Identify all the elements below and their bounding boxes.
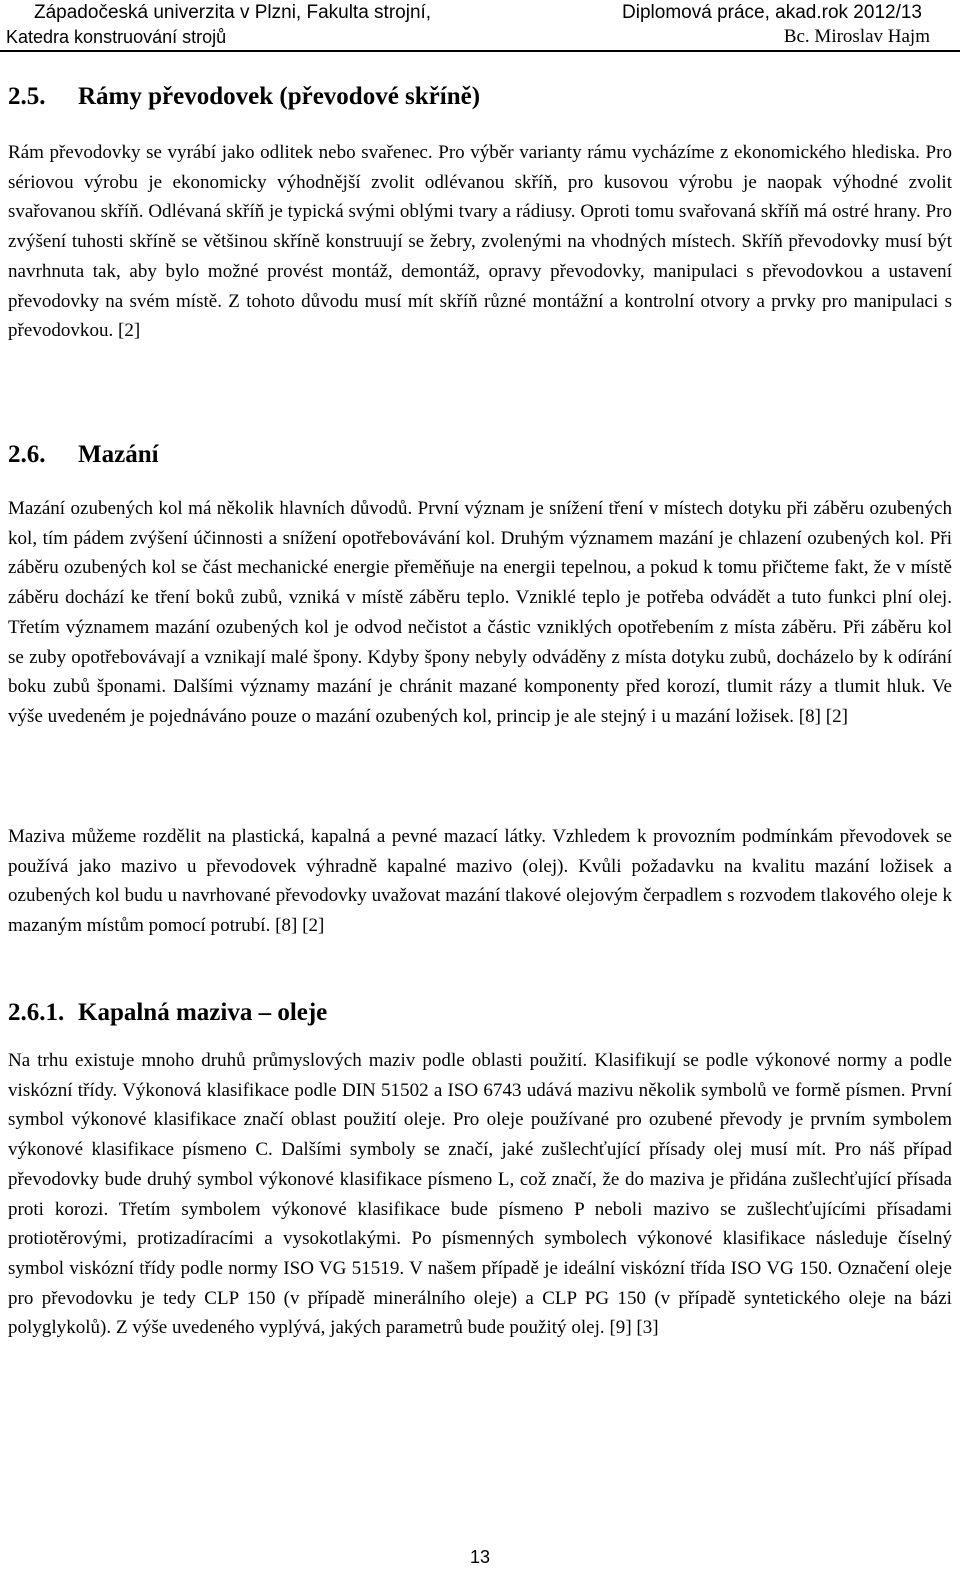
header-thesis: Diplomová práce, akad.rok 2012/13 [622,2,922,23]
section-2-6-number: 2.6. [8,441,46,468]
section-2-6-1-heading [8,998,952,1028]
section-2-6-heading [8,440,952,470]
section-2-6-title: Mazání [78,441,159,468]
header-department: Katedra konstruování strojů [6,27,227,47]
section-2-6 [8,440,952,470]
header-divider [0,50,960,52]
section-2-5-paragraph: Rám převodovky se vyrábí jako odlitek nebo svařenec. Pro výběr varianty rámu vycházíme z ekonomického hlediska. Pro sériovou výrobu je ekonomicky výhodnější zvolit odlévanou skříň, pro kusovou výrobu je naopak výhodné zvolit svařovanou skříň. Odlévaná skříň je typická svými oblými tvary a rádiusy. Oproti tomu svařovaná skříň má ostré hrany. Pro zvýšení tuhosti skříně se většinou skříně konstruují se žebry, zvolenými na vhodných místech. Skříň převodovky musí být navrhnuta tak, aby bylo možné provést montáž, demontáž, opravy převodovky, manipulaci s převodovkou a ustavení převodovky na svém místě. Z tohoto důvodu musí mít skříň různé montážní a kontrolní otvory a prvky pro manipulaci s převodovkou. [2] [8,142,952,342]
section-2-5-title: Rámy převodovek (převodové skříně) [78,83,481,110]
page-header [0,0,960,50]
section-2-6-1-paragraph: Na trhu existuje mnoho druhů průmyslových maziv podle oblasti použití. Klasifikují se podle výkonové normy a podle viskózní třídy. Výkonová klasifikace podle DIN 51502 a ISO 6743 udává mazivu několik symbolů ve formě písmen. První symbol výkonové klasifikace značí oblast použití oleje. Pro oleje používané pro ozubené převody je prvním symbolem výkonové klasifikace písmeno C. Dalšími symboly se značí, jaké zušlechťující přísady olej musí mít. Pro náš případ převodovky bude druhý symbol výkonové klasifikace písmeno L, což značí, že do maziva je přidána zušlechťující přísada proti korozi. Třetím symbolem výkonové klasifikace bude písmeno P neboli mazivo se zušlechťujícími přísadami protiotěrovými, protizadíracími a vysokotlakými. Po písmenných symbolech výkonové klasifikace následuje číselný symbol viskózní třídy podle normy ISO VG 51519. V našem případě je ideální viskózní třída ISO VG 150. Označení oleje pro převodovku je tedy CLP 150 (v případě minerálního oleje) a CLP PG 150 (v případě syntetického oleje na bázi polyglykolů). Z výše uvedeného vyplývá, jakých parametrů bude použitý olej. [9] [3] [8,1050,952,1339]
section-2-6-1 [8,998,952,1028]
page-number: 13 [469,1547,491,1567]
section-2-6-body-1 [8,494,952,732]
section-2-6-1-title: Kapalná maziva – oleje [78,999,328,1026]
header-author: Bc. Miroslav Hajm [783,26,930,47]
section-2-5-body [8,138,952,346]
section-2-6-paragraph-2: Maziva můžeme rozdělit na plastická, kapalná a pevné mazací látky. Vzhledem k provozním podmínkám převodovek se používá jako mazivo u převodovek výhradně kapalné mazivo (olej). Kvůli požadavku na kvalitu mazání ložisek a ozubených kol budu u navrhované převodovky uvažovat mazání tlakové olejovým čerpadlem s rozvodem tlakového oleje k mazaným místům pomocí potrubí. [8] [2] [8,826,952,937]
section-2-6-paragraph-1: Mazání ozubených kol má několik hlavních důvodů. První význam je snížení tření v místech dotyku při záběru ozubených kol, tím pádem zvýšení účinnosti a snížení opotřebovávání kol. Druhým významem mazání je chlazení ozubených kol. Při záběru ozubených kol se část mechanické energie přeměňuje na energii tepelnou, a pokud k tomu přičteme fakt, že v místě záběru dochází ke tření boků zubů, vzniká v místě záběru teplo. Vzniklé teplo je potřeba odvádět a tuto funkci plní olej. Třetím významem mazání ozubených kol je odvod nečistot a částic vzniklých opotřebením z místa záběru. Při záběru kol se zuby opotřebovávají a vznikají malé špony. Kdyby špony nebyly odváděny z místa dotyku zubů, docházelo by k odírání boku zubů šponami. Dalšími významy mazání je chránit mazané komponenty před korozí, tlumit rázy a tlumit hluk. Ve výše uvedeném je pojednáváno pouze o mazání ozubených kol, princip je ale stejný i u mazání ložisek. [8] [2] [8,498,952,727]
section-2-6-body-2 [8,822,952,941]
section-2-6-1-body [8,1046,952,1343]
header-university: Západočeská univerzita v Plzni, Fakulta strojní, [34,2,432,23]
section-2-5 [8,82,952,112]
section-2-5-number: 2.5. [8,83,46,110]
section-2-5-heading [8,82,952,112]
section-2-6-1-number: 2.6.1. [8,999,65,1026]
